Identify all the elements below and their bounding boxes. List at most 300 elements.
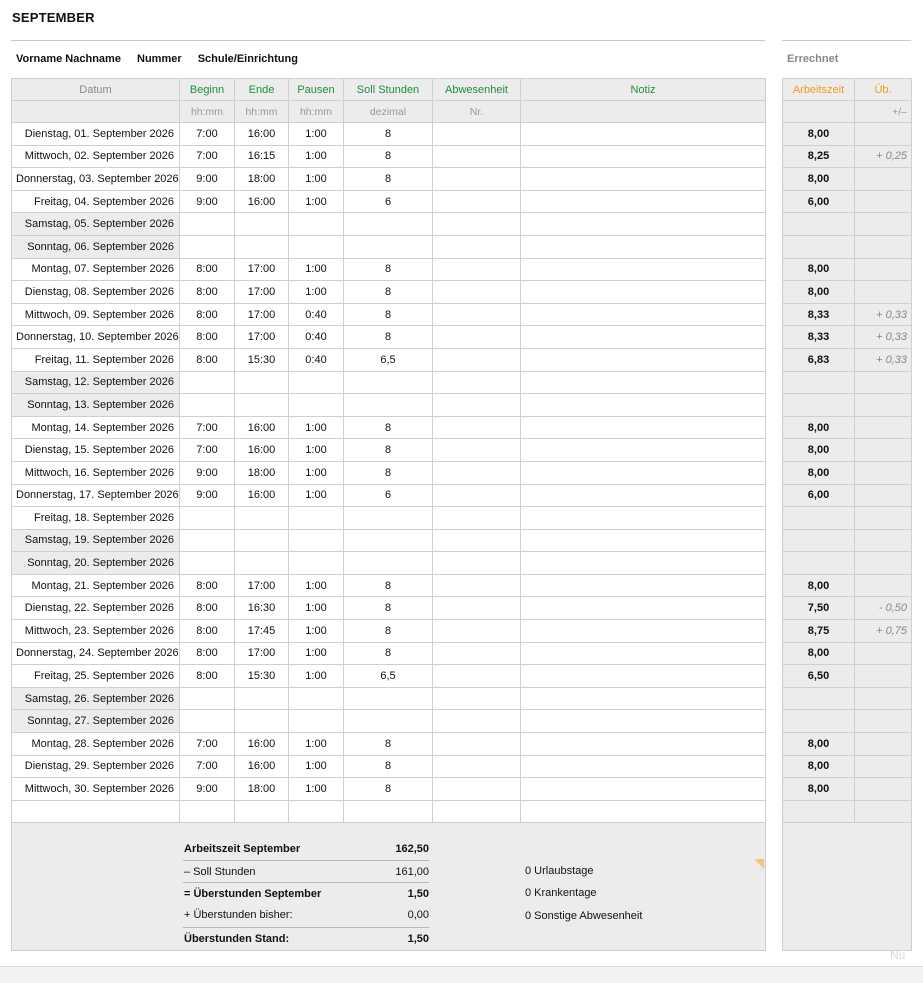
absence-cell[interactable] (433, 597, 521, 620)
break-cell[interactable] (289, 371, 344, 394)
start-time-cell[interactable]: 8:00 (180, 326, 235, 349)
end-time-cell[interactable] (235, 529, 289, 552)
break-cell[interactable] (289, 213, 344, 236)
end-time-cell[interactable]: 17:00 (235, 281, 289, 304)
target-hours-cell[interactable] (344, 507, 433, 530)
break-cell[interactable]: 1:00 (289, 733, 344, 756)
absence-cell[interactable] (433, 665, 521, 688)
absence-cell[interactable] (433, 326, 521, 349)
break-cell[interactable]: 1:00 (289, 755, 344, 778)
calculated-summary-area (782, 823, 912, 951)
start-time-cell[interactable] (180, 529, 235, 552)
break-cell[interactable] (289, 800, 344, 823)
note-cell[interactable] (521, 620, 766, 643)
note-cell[interactable] (521, 281, 766, 304)
end-time-cell[interactable]: 17:45 (235, 620, 289, 643)
end-time-cell[interactable] (235, 552, 289, 575)
note-cell[interactable] (521, 778, 766, 801)
sick-days: 0 Krankentage (525, 887, 597, 899)
start-time-cell[interactable]: 8:00 (180, 281, 235, 304)
start-time-cell[interactable]: 8:00 (180, 620, 235, 643)
end-time-cell[interactable]: 18:00 (235, 778, 289, 801)
break-cell[interactable]: 1:00 (289, 168, 344, 191)
note-cell[interactable] (521, 552, 766, 575)
absence-cell[interactable] (433, 190, 521, 213)
overtime-cell: + 0,25 (855, 145, 912, 168)
absence-cell[interactable] (433, 529, 521, 552)
break-cell[interactable]: 1:00 (289, 461, 344, 484)
start-time-cell[interactable]: 8:00 (180, 303, 235, 326)
table-row (12, 326, 766, 349)
note-cell[interactable] (521, 326, 766, 349)
note-cell[interactable] (521, 800, 766, 823)
break-cell[interactable]: 1:00 (289, 778, 344, 801)
date-cell[interactable]: Freitag, 25. September 2026 (12, 665, 180, 688)
overtime-cell: + 0,33 (855, 348, 912, 371)
note-cell[interactable] (521, 687, 766, 710)
break-cell[interactable]: 1:00 (289, 642, 344, 665)
note-cell[interactable] (521, 190, 766, 213)
target-hours-cell[interactable]: 8 (344, 755, 433, 778)
absence-cell[interactable] (433, 710, 521, 733)
break-cell[interactable]: 1:00 (289, 484, 344, 507)
break-cell[interactable]: 0:40 (289, 326, 344, 349)
absence-cell[interactable] (433, 123, 521, 146)
end-time-cell[interactable]: 16:00 (235, 190, 289, 213)
note-cell[interactable] (521, 145, 766, 168)
summary-row (183, 838, 429, 860)
end-time-cell[interactable]: 15:30 (235, 665, 289, 688)
table-row (783, 303, 912, 326)
note-cell[interactable] (521, 439, 766, 462)
school-field[interactable]: Schule/Einrichtung (197, 53, 298, 65)
start-time-cell[interactable]: 8:00 (180, 258, 235, 281)
overtime-cell (855, 574, 912, 597)
date-cell[interactable]: Donnerstag, 24. September 2026 (12, 642, 180, 665)
table-row (783, 484, 912, 507)
date-cell[interactable]: Mittwoch, 09. September 2026 (12, 303, 180, 326)
date-cell[interactable]: Freitag, 11. September 2026 (12, 348, 180, 371)
absence-cell[interactable] (433, 168, 521, 191)
break-cell[interactable]: 0:40 (289, 303, 344, 326)
end-time-cell[interactable]: 16:00 (235, 484, 289, 507)
start-time-cell[interactable]: 9:00 (180, 168, 235, 191)
worked-hours-cell: 8,00 (783, 574, 855, 597)
overtime-cell (855, 778, 912, 801)
note-cell[interactable] (521, 733, 766, 756)
absence-cell[interactable] (433, 303, 521, 326)
date-cell[interactable]: Sonntag, 27. September 2026 (12, 710, 180, 733)
date-cell[interactable]: Montag, 28. September 2026 (12, 733, 180, 756)
absence-cell[interactable] (433, 439, 521, 462)
absence-cell[interactable] (433, 235, 521, 258)
break-cell[interactable]: 1:00 (289, 258, 344, 281)
target-hours-cell[interactable] (344, 800, 433, 823)
date-cell[interactable]: Donnerstag, 10. September 2026 (12, 326, 180, 349)
table-row (783, 665, 912, 688)
note-cell[interactable] (521, 484, 766, 507)
header-pausen: Pausen (289, 79, 344, 101)
end-time-cell[interactable]: 15:30 (235, 348, 289, 371)
target-hours-cell[interactable]: 6,5 (344, 348, 433, 371)
date-cell[interactable]: Sonntag, 13. September 2026 (12, 394, 180, 417)
worked-hours-cell: 8,00 (783, 281, 855, 304)
absence-cell[interactable] (433, 213, 521, 236)
start-time-cell[interactable]: 9:00 (180, 484, 235, 507)
note-cell[interactable] (521, 416, 766, 439)
end-time-cell[interactable]: 16:00 (235, 755, 289, 778)
break-cell[interactable]: 1:00 (289, 620, 344, 643)
break-cell[interactable] (289, 529, 344, 552)
break-cell[interactable]: 1:00 (289, 665, 344, 688)
target-hours-cell[interactable]: 8 (344, 123, 433, 146)
summary-row (183, 882, 429, 905)
end-time-cell[interactable]: 17:00 (235, 326, 289, 349)
absence-cell[interactable] (433, 258, 521, 281)
start-time-cell[interactable] (180, 235, 235, 258)
absence-cell[interactable] (433, 574, 521, 597)
date-cell[interactable]: Dienstag, 22. September 2026 (12, 597, 180, 620)
start-time-cell[interactable]: 8:00 (180, 348, 235, 371)
absence-cell[interactable] (433, 755, 521, 778)
date-cell[interactable]: Mittwoch, 02. September 2026 (12, 145, 180, 168)
date-cell[interactable]: Samstag, 26. September 2026 (12, 687, 180, 710)
date-cell[interactable]: Montag, 07. September 2026 (12, 258, 180, 281)
horizontal-scrollbar[interactable] (0, 966, 923, 983)
overtime-cell (855, 258, 912, 281)
summary-value: 0,00 (407, 909, 429, 921)
comment-marker-icon[interactable] (754, 859, 764, 869)
summary-label: = Überstunden September (184, 888, 322, 900)
note-cell[interactable] (521, 461, 766, 484)
table-row (783, 258, 912, 281)
start-time-cell[interactable] (180, 552, 235, 575)
end-time-cell[interactable] (235, 394, 289, 417)
table-row (783, 416, 912, 439)
overtime-cell: + 0,33 (855, 303, 912, 326)
absence-cell[interactable] (433, 778, 521, 801)
summary-value: 1,50 (407, 888, 429, 900)
table-row (12, 258, 766, 281)
target-hours-cell[interactable] (344, 394, 433, 417)
header-arbeitszeit: Arbeitszeit (783, 79, 855, 101)
start-time-cell[interactable] (180, 371, 235, 394)
header-datum: Datum (12, 79, 180, 101)
end-time-cell[interactable] (235, 213, 289, 236)
end-time-cell[interactable]: 16:00 (235, 123, 289, 146)
absence-cell[interactable] (433, 348, 521, 371)
end-time-cell[interactable]: 17:00 (235, 303, 289, 326)
end-time-cell[interactable] (235, 371, 289, 394)
target-hours-cell[interactable]: 8 (344, 303, 433, 326)
absence-cell[interactable] (433, 642, 521, 665)
absence-cell[interactable] (433, 552, 521, 575)
date-cell[interactable]: Samstag, 12. September 2026 (12, 371, 180, 394)
date-cell[interactable]: Samstag, 05. September 2026 (12, 213, 180, 236)
end-time-cell[interactable]: 18:00 (235, 461, 289, 484)
header-notiz: Notiz (521, 79, 766, 101)
note-cell[interactable] (521, 507, 766, 530)
table-row (12, 394, 766, 417)
end-time-cell[interactable] (235, 235, 289, 258)
overtime-cell (855, 394, 912, 417)
table-row (12, 642, 766, 665)
note-cell[interactable] (521, 710, 766, 733)
break-cell[interactable] (289, 687, 344, 710)
table-row (12, 665, 766, 688)
start-time-cell[interactable] (180, 213, 235, 236)
absence-cell[interactable] (433, 484, 521, 507)
break-cell[interactable]: 0:40 (289, 348, 344, 371)
overtime-cell (855, 710, 912, 733)
end-time-cell[interactable]: 17:00 (235, 574, 289, 597)
overtime-cell (855, 190, 912, 213)
table-row (12, 416, 766, 439)
break-cell[interactable] (289, 552, 344, 575)
summary-value: 161,00 (395, 866, 429, 878)
table-row (12, 778, 766, 801)
break-cell[interactable] (289, 710, 344, 733)
absence-cell[interactable] (433, 394, 521, 417)
overtime-cell (855, 642, 912, 665)
end-time-cell[interactable] (235, 507, 289, 530)
target-hours-cell[interactable] (344, 710, 433, 733)
note-cell[interactable] (521, 597, 766, 620)
date-cell[interactable]: Dienstag, 08. September 2026 (12, 281, 180, 304)
target-hours-cell[interactable]: 8 (344, 439, 433, 462)
table-row (12, 710, 766, 733)
end-time-cell[interactable] (235, 687, 289, 710)
start-time-cell[interactable]: 9:00 (180, 190, 235, 213)
start-time-cell[interactable]: 7:00 (180, 439, 235, 462)
start-time-cell[interactable]: 7:00 (180, 755, 235, 778)
overtime-cell (855, 552, 912, 575)
start-time-cell[interactable]: 8:00 (180, 665, 235, 688)
note-cell[interactable] (521, 258, 766, 281)
target-hours-cell[interactable]: 8 (344, 597, 433, 620)
date-cell[interactable]: Mittwoch, 30. September 2026 (12, 778, 180, 801)
start-time-cell[interactable]: 7:00 (180, 416, 235, 439)
break-cell[interactable]: 1:00 (289, 145, 344, 168)
target-hours-cell[interactable]: 8 (344, 733, 433, 756)
target-hours-cell[interactable] (344, 529, 433, 552)
break-cell[interactable]: 1:00 (289, 439, 344, 462)
absence-cell[interactable] (433, 800, 521, 823)
start-time-cell[interactable]: 9:00 (180, 778, 235, 801)
break-cell[interactable]: 1:00 (289, 190, 344, 213)
worked-hours-cell: 8,00 (783, 733, 855, 756)
table-row (783, 529, 912, 552)
end-time-cell[interactable]: 16:00 (235, 733, 289, 756)
date-cell[interactable]: Dienstag, 15. September 2026 (12, 439, 180, 462)
note-cell[interactable] (521, 235, 766, 258)
target-hours-cell[interactable]: 8 (344, 168, 433, 191)
target-hours-cell[interactable]: 8 (344, 281, 433, 304)
summary-label: – Soll Stunden (184, 866, 256, 878)
target-hours-cell[interactable] (344, 552, 433, 575)
absence-cell[interactable] (433, 687, 521, 710)
target-hours-cell[interactable] (344, 235, 433, 258)
table-row (12, 371, 766, 394)
break-cell[interactable] (289, 394, 344, 417)
date-cell[interactable]: Freitag, 04. September 2026 (12, 190, 180, 213)
summary-label: Überstunden Stand: (184, 933, 290, 945)
title-divider-side (782, 40, 911, 41)
worked-hours-cell: 8,00 (783, 258, 855, 281)
table-row (12, 507, 766, 530)
start-time-cell[interactable] (180, 507, 235, 530)
target-hours-cell[interactable]: 8 (344, 416, 433, 439)
break-cell[interactable]: 1:00 (289, 281, 344, 304)
start-time-cell[interactable]: 9:00 (180, 461, 235, 484)
note-cell[interactable] (521, 529, 766, 552)
target-hours-cell[interactable]: 8 (344, 642, 433, 665)
target-hours-cell[interactable]: 8 (344, 258, 433, 281)
date-cell[interactable]: Dienstag, 01. September 2026 (12, 123, 180, 146)
target-hours-cell[interactable]: 6 (344, 190, 433, 213)
unit-ub: +/– (855, 101, 912, 123)
table-row (783, 190, 912, 213)
target-hours-cell[interactable] (344, 213, 433, 236)
date-cell[interactable]: Freitag, 18. September 2026 (12, 507, 180, 530)
start-time-cell[interactable]: 7:00 (180, 145, 235, 168)
start-time-cell[interactable]: 8:00 (180, 642, 235, 665)
note-cell[interactable] (521, 213, 766, 236)
summary-value: 1,50 (407, 933, 429, 945)
target-hours-cell[interactable] (344, 687, 433, 710)
date-cell[interactable]: Dienstag, 29. September 2026 (12, 755, 180, 778)
date-cell[interactable] (12, 800, 180, 823)
date-cell[interactable]: Montag, 14. September 2026 (12, 416, 180, 439)
date-cell[interactable]: Donnerstag, 17. September 2026 (12, 484, 180, 507)
target-hours-cell[interactable]: 8 (344, 145, 433, 168)
name-field[interactable]: Vorname Nachname (16, 53, 121, 65)
absence-cell[interactable] (433, 371, 521, 394)
absence-cell[interactable] (433, 416, 521, 439)
start-time-cell[interactable]: 8:00 (180, 597, 235, 620)
worked-hours-cell (783, 800, 855, 823)
table-row (783, 574, 912, 597)
target-hours-cell[interactable]: 6,5 (344, 665, 433, 688)
note-cell[interactable] (521, 394, 766, 417)
absence-cell[interactable] (433, 145, 521, 168)
end-time-cell[interactable]: 16:00 (235, 416, 289, 439)
table-row (12, 755, 766, 778)
note-cell[interactable] (521, 168, 766, 191)
start-time-cell[interactable] (180, 394, 235, 417)
overtime-cell (855, 755, 912, 778)
break-cell[interactable] (289, 507, 344, 530)
break-cell[interactable]: 1:00 (289, 123, 344, 146)
title-divider (11, 40, 765, 41)
end-time-cell[interactable]: 17:00 (235, 642, 289, 665)
table-row (783, 620, 912, 643)
target-hours-cell[interactable]: 8 (344, 778, 433, 801)
date-cell[interactable]: Sonntag, 06. September 2026 (12, 235, 180, 258)
target-hours-cell[interactable] (344, 371, 433, 394)
end-time-cell[interactable]: 18:00 (235, 168, 289, 191)
start-time-cell[interactable]: 7:00 (180, 733, 235, 756)
unit-datum (12, 101, 180, 123)
overtime-cell: + 0,33 (855, 326, 912, 349)
end-time-cell[interactable] (235, 710, 289, 733)
start-time-cell[interactable] (180, 710, 235, 733)
date-cell[interactable]: Donnerstag, 03. September 2026 (12, 168, 180, 191)
note-cell[interactable] (521, 665, 766, 688)
start-time-cell[interactable] (180, 800, 235, 823)
worked-hours-cell: 8,33 (783, 303, 855, 326)
break-cell[interactable]: 1:00 (289, 416, 344, 439)
date-cell[interactable]: Samstag, 19. September 2026 (12, 529, 180, 552)
note-cell[interactable] (521, 123, 766, 146)
number-field[interactable]: Nummer (137, 53, 182, 65)
table-row (12, 687, 766, 710)
date-cell[interactable]: Sonntag, 20. September 2026 (12, 552, 180, 575)
table-row (783, 552, 912, 575)
person-info (16, 53, 311, 65)
calculated-table (782, 78, 912, 823)
date-cell[interactable]: Mittwoch, 23. September 2026 (12, 620, 180, 643)
table-row (12, 145, 766, 168)
absence-cell[interactable] (433, 461, 521, 484)
start-time-cell[interactable]: 7:00 (180, 123, 235, 146)
table-row (783, 348, 912, 371)
table-row (783, 778, 912, 801)
overtime-cell (855, 281, 912, 304)
table-row (12, 235, 766, 258)
target-hours-cell[interactable]: 8 (344, 461, 433, 484)
note-cell[interactable] (521, 303, 766, 326)
absence-cell[interactable] (433, 620, 521, 643)
target-hours-cell[interactable]: 8 (344, 620, 433, 643)
start-time-cell[interactable]: 8:00 (180, 574, 235, 597)
target-hours-cell[interactable]: 6 (344, 484, 433, 507)
overtime-cell (855, 439, 912, 462)
target-hours-cell[interactable]: 8 (344, 574, 433, 597)
table-row (783, 145, 912, 168)
date-cell[interactable]: Montag, 21. September 2026 (12, 574, 180, 597)
header-abwesenheit: Abwesenheit (433, 79, 521, 101)
worked-hours-cell (783, 213, 855, 236)
end-time-cell[interactable]: 16:15 (235, 145, 289, 168)
break-cell[interactable]: 1:00 (289, 597, 344, 620)
break-cell[interactable]: 1:00 (289, 574, 344, 597)
end-time-cell[interactable]: 17:00 (235, 258, 289, 281)
break-cell[interactable] (289, 235, 344, 258)
header-ende: Ende (235, 79, 289, 101)
absence-cell[interactable] (433, 507, 521, 530)
note-cell[interactable] (521, 755, 766, 778)
start-time-cell[interactable] (180, 687, 235, 710)
note-cell[interactable] (521, 574, 766, 597)
note-cell[interactable] (521, 371, 766, 394)
absence-cell[interactable] (433, 281, 521, 304)
table-row (12, 461, 766, 484)
end-time-cell[interactable]: 16:00 (235, 439, 289, 462)
end-time-cell[interactable]: 16:30 (235, 597, 289, 620)
absence-cell[interactable] (433, 733, 521, 756)
next-sheet-tab[interactable]: Nu (890, 948, 906, 962)
overtime-cell (855, 529, 912, 552)
unit-soll: dezimal (344, 101, 433, 123)
date-cell[interactable]: Mittwoch, 16. September 2026 (12, 461, 180, 484)
target-hours-cell[interactable]: 8 (344, 326, 433, 349)
overtime-cell (855, 507, 912, 530)
note-cell[interactable] (521, 642, 766, 665)
end-time-cell[interactable] (235, 800, 289, 823)
note-cell[interactable] (521, 348, 766, 371)
table-row (783, 642, 912, 665)
